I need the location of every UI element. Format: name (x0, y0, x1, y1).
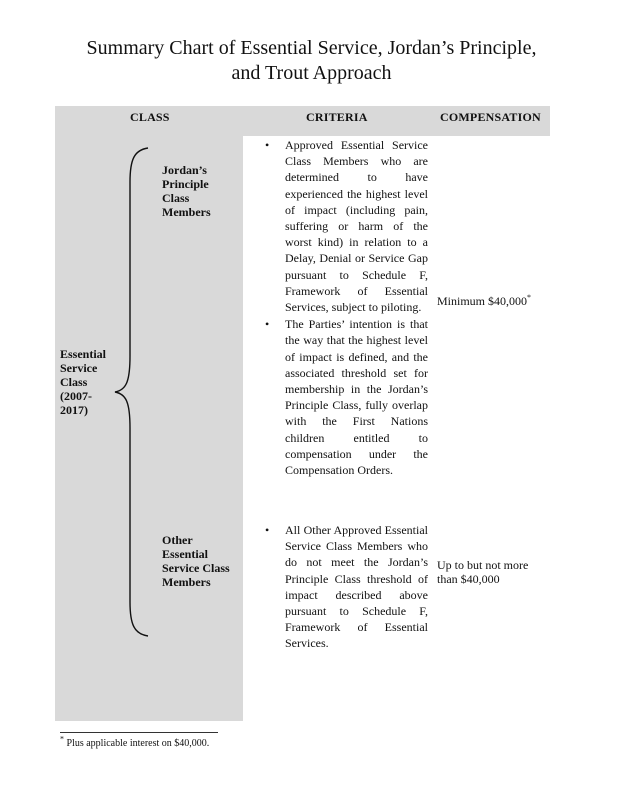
other-essential-service-class-label (162, 533, 242, 589)
essential-service-class-label (60, 347, 120, 417)
subclass-label-line: Members (162, 575, 211, 589)
subclass-label-line: Other (162, 533, 193, 547)
page-title (0, 36, 623, 86)
criteria-bullet-item (262, 522, 428, 652)
page-title-line-2: and Trout Approach (231, 62, 392, 84)
main-class-line: 2017) (60, 403, 88, 417)
bullet-icon: • (265, 523, 270, 537)
header-criteria: CRITERIA (306, 110, 368, 124)
footnote-text: Plus applicable interest on $40,000. (64, 738, 210, 749)
footnote-marker: * (60, 734, 64, 744)
subclass-label-line: Class (162, 191, 190, 205)
jordans-principle-class-label (162, 163, 242, 219)
header-compensation: COMPENSATION (440, 110, 541, 124)
footnote-marker: * (527, 293, 532, 302)
subclass-label-line: Service Class (162, 561, 230, 575)
subclass-label-line: Principle (162, 177, 209, 191)
criteria-text: Approved Essential Service Class Members who are determined to have experienced the highest level of impact (including pain, suffering or harm of the worst kind) in relation to a Delay, Denial or Service Gap pursuant to Schedule F, Framework of Essential Services, subject to piloting. (285, 138, 428, 315)
bullet-icon: • (265, 138, 270, 152)
compensation-other-essential-service (437, 558, 549, 586)
subclass-label-line: Members (162, 205, 211, 219)
criteria-text: All Other Approved Essential Service Class Members who do not meet the Jordan’s Principle Class threshold of impact described above pursuant to Schedule F, Framework of Essential Services. (285, 523, 428, 651)
footnote-divider (60, 732, 218, 733)
criteria-jordans-principle (262, 137, 428, 478)
footnote (60, 734, 210, 750)
criteria-bullet-item (262, 316, 428, 478)
subclass-label-line: Jordan’s (162, 163, 207, 177)
page-title-line-1: Summary Chart of Essential Service, Jordan’s Principle, (86, 37, 537, 59)
compensation-jordans-principle (437, 294, 531, 308)
criteria-bullet-item (262, 137, 428, 315)
main-class-line: Service (60, 361, 98, 375)
main-class-line: Essential (60, 347, 107, 361)
main-class-line: (2007- (60, 389, 92, 403)
main-class-line: Class (60, 375, 88, 389)
curly-brace-icon (112, 146, 152, 638)
header-class: CLASS (130, 110, 170, 124)
criteria-other-essential-service (262, 522, 428, 652)
bullet-icon: • (265, 317, 270, 332)
compensation-value: Minimum $40,000 (437, 294, 528, 308)
criteria-text: The Parties’ intention is that the way that the highest level of impact is defined, and the associated threshold set for membership in the Jordan’s Principle Class, fully overlap with the First Nations children entitled to compensation under the Compensation Orders. (285, 317, 428, 478)
subclass-label-line: Essential (162, 547, 209, 561)
compensation-value: Up to but not more than $40,000 (437, 558, 529, 586)
